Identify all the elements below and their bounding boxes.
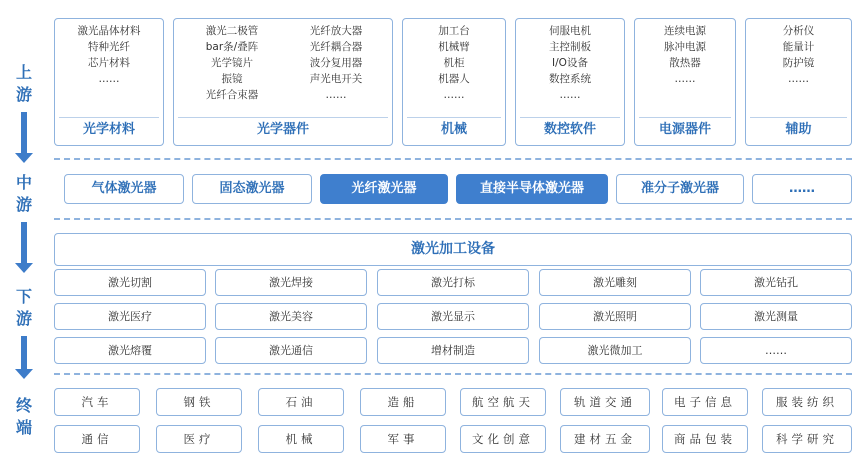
- terminal-item: 服装纺织: [762, 388, 852, 416]
- list-item: bar条/叠阵: [205, 41, 259, 53]
- terminal-item: 电子信息: [662, 388, 748, 416]
- list-item: 散热器: [669, 57, 701, 69]
- list-item: ……: [559, 89, 581, 101]
- upstream-card-cnc-software: [515, 18, 625, 146]
- terminal-item: 机械: [258, 425, 344, 453]
- list-item: ……: [98, 73, 120, 85]
- list-item: 光纤放大器: [309, 25, 363, 37]
- list-item: 激光晶体材料: [77, 25, 141, 37]
- arrow-icon: [21, 222, 27, 264]
- downstream-item: 激光照明: [539, 303, 691, 330]
- list-item: 波分复用器: [309, 57, 363, 69]
- list-item: ……: [325, 89, 347, 101]
- midstream-gas-laser: 气体激光器: [64, 174, 184, 204]
- downstream-title: 激光加工设备: [54, 233, 852, 266]
- terminal-item: 通信: [54, 425, 140, 453]
- list-item: 机械臂: [438, 41, 470, 53]
- card-title: 电源器件: [639, 117, 731, 141]
- list-item: ……: [443, 89, 465, 101]
- list-item: I/O设备: [552, 57, 588, 69]
- list-item: 光学镜片: [211, 57, 253, 69]
- downstream-item: 激光测量: [700, 303, 852, 330]
- downstream-item: 激光美容: [215, 303, 367, 330]
- upstream-card-optical-devices: [173, 18, 393, 146]
- list-item: 能量计: [782, 41, 815, 53]
- list-item: 振镜: [221, 73, 243, 85]
- terminal-item: 科学研究: [762, 425, 852, 453]
- list-item: 防护镜: [782, 57, 815, 69]
- downstream-item: 激光熔覆: [54, 337, 206, 364]
- downstream-item: 激光雕刻: [539, 269, 691, 296]
- downstream-item: 激光钻孔: [700, 269, 852, 296]
- list-item: 机器人: [438, 73, 470, 85]
- downstream-item: 激光显示: [377, 303, 529, 330]
- terminal-item: 医疗: [156, 425, 242, 453]
- card-title: 光学材料: [59, 117, 159, 141]
- terminal-item: 航空航天: [460, 388, 546, 416]
- list-item: 声光电开关: [309, 73, 363, 85]
- list-item: 伺服电机: [549, 25, 591, 37]
- card-title: 光学器件: [178, 117, 388, 141]
- midstream-diode-laser: 直接半导体激光器: [456, 174, 608, 204]
- list-item: 机柜: [443, 57, 465, 69]
- list-item: 光纤耦合器: [309, 41, 363, 53]
- list-item: 连续电源: [664, 25, 706, 37]
- terminal-item: 商品包装: [662, 425, 748, 453]
- terminal-item: 钢铁: [156, 388, 242, 416]
- stage-label-terminal: 终 端: [15, 396, 32, 437]
- list-item: 加工台: [438, 25, 470, 37]
- list-item: 主控制板: [549, 41, 591, 53]
- midstream-more: ……: [752, 174, 852, 204]
- list-item: ……: [788, 73, 809, 85]
- stage-label-upstream: 上 游: [15, 63, 32, 104]
- dashed-divider: [54, 373, 852, 375]
- terminal-item: 轨道交通: [560, 388, 650, 416]
- list-item: ……: [674, 73, 696, 85]
- terminal-item: 文化创意: [460, 425, 546, 453]
- terminal-item: 建材五金: [560, 425, 650, 453]
- downstream-item: 激光打标: [377, 269, 529, 296]
- terminal-item: 石油: [258, 388, 344, 416]
- upstream-card-auxiliary: [745, 18, 852, 146]
- upstream-card-power-devices: [634, 18, 736, 146]
- downstream-item: 激光微加工: [539, 337, 691, 364]
- dashed-divider: [54, 158, 852, 160]
- upstream-card-machinery: [402, 18, 506, 146]
- terminal-item: 造船: [360, 388, 446, 416]
- downstream-item: ……: [700, 337, 852, 364]
- list-item: 分析仪: [782, 25, 815, 37]
- stage-label-downstream: 下 游: [15, 287, 32, 328]
- arrow-icon: [21, 336, 27, 370]
- downstream-item: 激光切割: [54, 269, 206, 296]
- list-item: 脉冲电源: [664, 41, 706, 53]
- card-title: 辅助: [750, 117, 847, 141]
- midstream-solid-state-laser: 固态激光器: [192, 174, 312, 204]
- dashed-divider: [54, 218, 852, 220]
- stage-label-midstream: 中 游: [15, 173, 32, 214]
- downstream-item: 增材制造: [377, 337, 529, 364]
- terminal-item: 汽车: [54, 388, 140, 416]
- list-item: 激光二极管: [205, 25, 259, 37]
- midstream-fiber-laser: 光纤激光器: [320, 174, 448, 204]
- list-item: 数控系统: [549, 73, 591, 85]
- midstream-excimer-laser: 准分子激光器: [616, 174, 744, 204]
- card-title: 数控软件: [520, 117, 620, 141]
- upstream-card-optical-materials: [54, 18, 164, 146]
- list-item: 光纤合束器: [205, 89, 259, 101]
- terminal-item: 军事: [360, 425, 446, 453]
- list-item: 特种光纤: [88, 41, 130, 53]
- downstream-item: 激光通信: [215, 337, 367, 364]
- downstream-item: 激光焊接: [215, 269, 367, 296]
- downstream-item: 激光医疗: [54, 303, 206, 330]
- arrow-icon: [21, 112, 27, 154]
- card-title: 机械: [407, 117, 501, 141]
- list-item: 芯片材料: [88, 57, 130, 69]
